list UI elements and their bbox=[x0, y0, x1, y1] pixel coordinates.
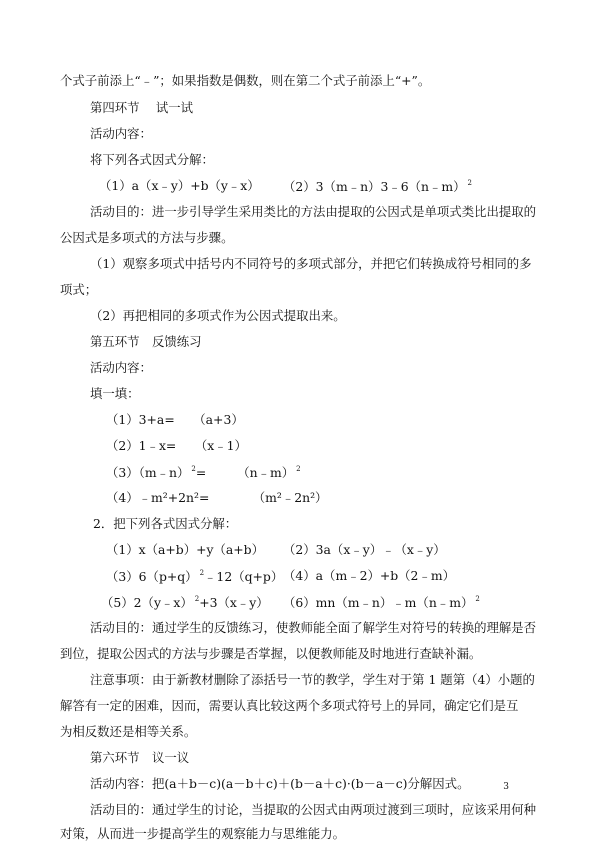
text-line: 活动目的：通过学生的讨论，当提取的公因式由两项过渡到三项时，应该采用何种 bbox=[90, 802, 537, 817]
exercise-item bbox=[283, 596, 480, 609]
text-line: 活动目的：通过学生的反馈练习，使教师能全面了解学生对符号的转换的理解是否 bbox=[90, 620, 537, 635]
section-heading: 第五环节 反馈练习 bbox=[90, 334, 202, 349]
text-line: 解答有一定的困难，因而，需要认真比较这两个多项式符号上的异同，确定它们是互 bbox=[60, 698, 519, 713]
text-line: 个式子前添上“﹣”；如果指数是偶数，则在第二个式子前添上“+”。 bbox=[60, 73, 431, 88]
exercise-item: （1）a（x﹣y）+b（y﹣x） bbox=[99, 178, 260, 193]
text-line: 活动目的：进一步引导学生采用类比的方法由提取的公因式是单项式类比出提取的 bbox=[90, 204, 537, 219]
exponent: 2 bbox=[467, 179, 472, 187]
exponent: 2 bbox=[199, 569, 205, 577]
fill-text: = （n﹣m） bbox=[195, 465, 295, 480]
text-line: 注意事项：由于新教材删除了添括号一节的教学，学生对于第 1 题第（4）小题的 bbox=[90, 672, 535, 687]
exercise-text: ﹣12（q+p） bbox=[204, 569, 284, 584]
text-line: 公因式是多项式的方法与步骤。 bbox=[60, 230, 234, 245]
text-line: 填一填： bbox=[90, 386, 140, 401]
exercise-text: （5）2（y﹣x） bbox=[101, 595, 193, 610]
exercise-text: +3（x﹣y） bbox=[199, 595, 269, 610]
text-line: 活动内容：把(a＋b－c)(a－b＋c)＋(b－a＋c)·(b－a－c)分解因式。 bbox=[90, 776, 470, 791]
text-line: 项式； bbox=[60, 282, 98, 297]
text-line: 活动内容： bbox=[90, 360, 152, 375]
exponent: 2 bbox=[194, 595, 200, 603]
page-number: 3 bbox=[503, 782, 509, 792]
exercise-text: （3）6（p+q） bbox=[106, 569, 198, 584]
fill-item: （4）﹣m²+2n²= （m²﹣2n²） bbox=[106, 490, 328, 505]
text-line: 到位，提取公因式的方法与步骤是否掌握，以便教师能及时地进行查缺补漏。 bbox=[60, 646, 482, 661]
exercise-item bbox=[101, 596, 269, 609]
exercise-item bbox=[106, 570, 283, 583]
exercise-item: （4）a（m﹣2）+b（2﹣m） bbox=[283, 568, 455, 583]
text-line: 活动内容： bbox=[90, 126, 152, 141]
text-line: （2）再把相同的多项式作为公因式提取出来。 bbox=[90, 308, 346, 323]
exponent: 2 bbox=[191, 465, 196, 473]
exercise-item bbox=[283, 180, 472, 193]
fill-item bbox=[106, 466, 301, 479]
text-line: 将下列各式因式分解： bbox=[90, 152, 214, 167]
exercise-text: （2）3（m﹣n）3﹣6（n﹣m） bbox=[283, 179, 466, 194]
exercise-item: （2）3a（x﹣y）﹣（x﹣y） bbox=[283, 542, 446, 557]
text-line: （1）观察多项式中括号内不同符号的多项式部分，并把它们转换成符号相同的多 bbox=[90, 256, 532, 271]
exponent: 2 bbox=[296, 465, 301, 473]
text-line: 2．把下列各式因式分解： bbox=[93, 516, 238, 531]
fill-item: （1）3+a= （a+3） bbox=[106, 412, 244, 427]
text-line: 对策，从而进一步提高学生的观察能力与思维能力。 bbox=[60, 826, 345, 841]
section-heading: 第四环节 试一试 bbox=[90, 100, 194, 115]
exponent: 2 bbox=[475, 595, 480, 603]
text-line: 为相反数还是相等关系。 bbox=[60, 724, 197, 739]
exercise-item: （1）x（a+b）+y（a+b） bbox=[106, 542, 264, 557]
fill-text: （3）（m﹣n） bbox=[106, 465, 190, 480]
exercise-text: （6）mn（m﹣n）﹣m（n﹣m） bbox=[283, 595, 474, 610]
section-heading: 第六环节 议一议 bbox=[90, 750, 190, 765]
fill-item: （2）1﹣x= （x﹣1） bbox=[106, 438, 247, 453]
